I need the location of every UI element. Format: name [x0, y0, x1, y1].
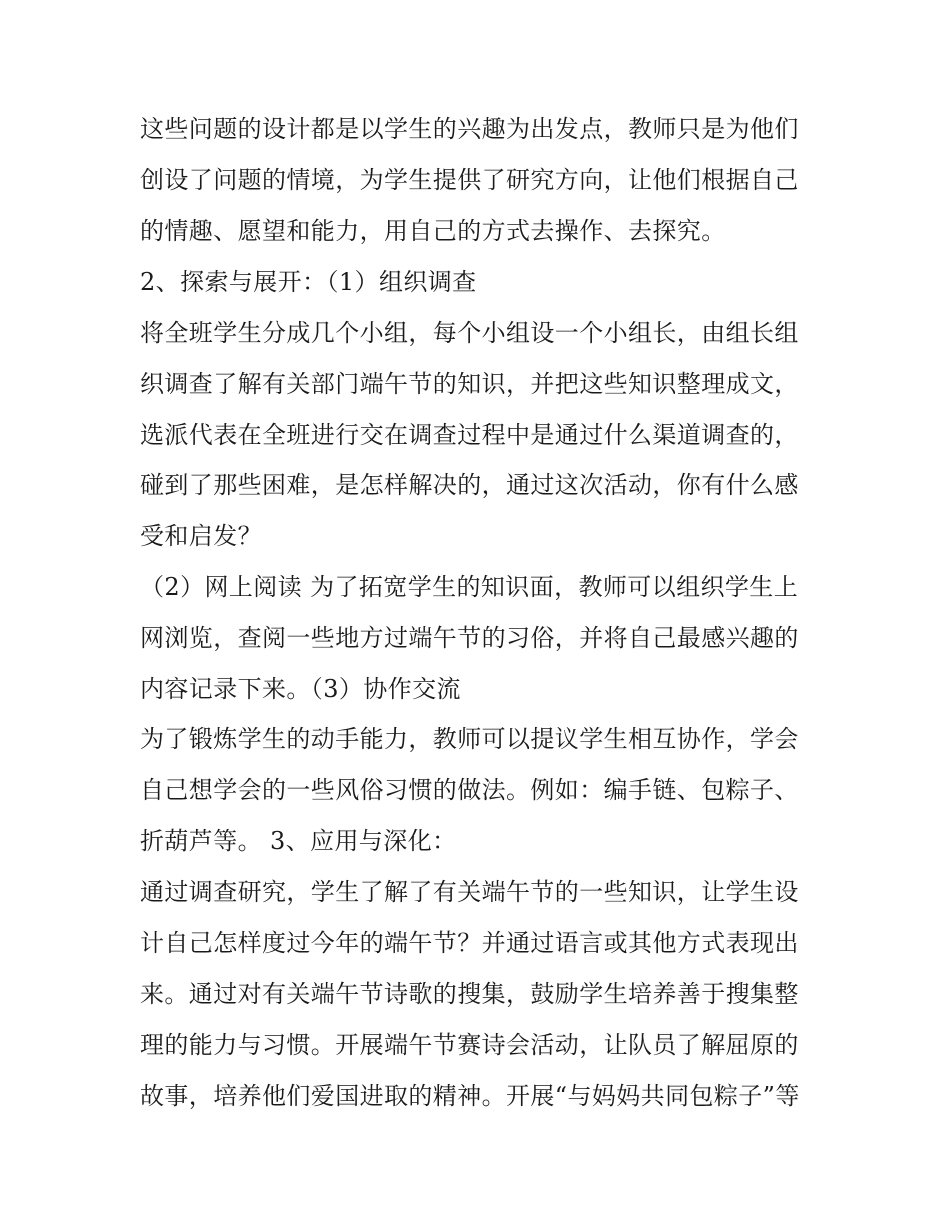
text-line: （2）网上阅读 为了拓宽学生的知识面，教师可以组织学生上: [140, 573, 799, 601]
section-heading: 2、探索与展开：（1）组织调查: [140, 268, 477, 296]
text-line: 将全班学生分成几个小组，每个小组设一个小组长，由组长组: [140, 319, 799, 347]
text-line: 来。通过对有关端午节诗歌的搜集，鼓励学生培养善于搜集整: [140, 980, 799, 1008]
text-line: 网浏览，查阅一些地方过端午节的习俗，并将自己最感兴趣的: [140, 624, 799, 652]
text-line: 这些问题的设计都是以学生的兴趣为出发点，教师只是为他们: [140, 115, 799, 143]
text-line: 受和启发？: [140, 522, 262, 550]
text-line: 自己想学会的一些风俗习惯的做法。例如：编手链、包粽子、: [140, 776, 799, 804]
text-line: 通过调查研究，学生了解了有关端午节的一些知识，让学生设: [140, 878, 799, 906]
text-line: 计自己怎样度过今年的端午节？并通过语言或其他方式表现出: [140, 929, 799, 957]
text-line: 的情趣、愿望和能力，用自己的方式去操作、去探究。: [140, 217, 726, 245]
text-line: 折葫芦等。 3、应用与深化：: [140, 827, 457, 855]
text-line: 为了锻炼学生的动手能力，教师可以提议学生相互协作，学会: [140, 725, 799, 753]
text-line: 织调查了解有关部门端午节的知识，并把这些知识整理成文，: [140, 370, 799, 398]
text-line: 选派代表在全班进行交在调查过程中是通过什么渠道调查的，: [140, 421, 799, 449]
text-line: 故事，培养他们爱国进取的精神。开展“与妈妈共同包粽子”等: [140, 1082, 800, 1110]
text-line: 理的能力与习惯。开展端午节赛诗会活动，让队员了解屈原的: [140, 1031, 799, 1059]
text-line: 创设了问题的情境，为学生提供了研究方向，让他们根据自己: [140, 166, 799, 194]
text-line: 内容记录下来。（3）协作交流: [140, 675, 461, 703]
text-line: 碰到了那些困难，是怎样解决的，通过这次活动，你有什么感: [140, 471, 799, 499]
